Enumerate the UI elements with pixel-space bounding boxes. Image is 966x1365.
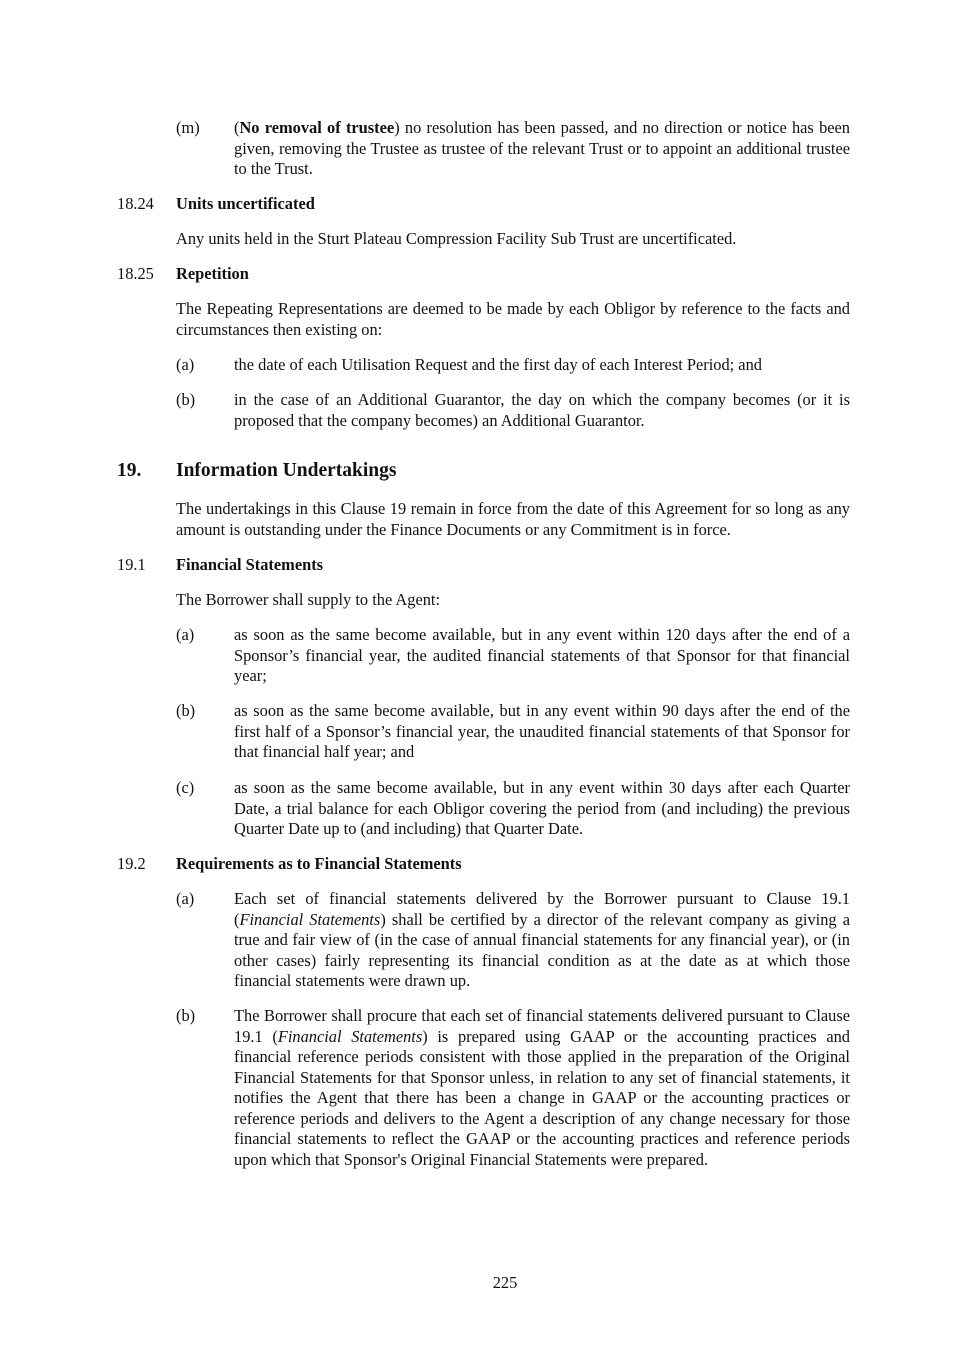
item-label: (m) xyxy=(176,118,200,137)
item-label: (a) xyxy=(176,889,195,908)
clause-heading: Repetition xyxy=(176,264,249,283)
page-number: 225 xyxy=(492,1273,518,1292)
clause-heading: Financial Statements xyxy=(176,555,324,574)
clause-number: 19.1 xyxy=(117,555,146,574)
item-text: the date of each Utilisation Request and the first day of each Interest Period; and xyxy=(234,355,762,374)
item-text: as soon as the same become available, but in any event within 30 days after each Quarter Date, a trial balance for each Obligor covering the period from (and including) the previous Quarter Date up to (and including) that Quarter Date. xyxy=(234,778,850,838)
item-text: (No removal of trustee) no resolution has been passed, and no direction or notice has been given, removing the Trustee as trustee of the relevant Trust or to appoint an additional trustee to the Trust. xyxy=(234,118,851,178)
item-text: The Borrower shall procure that each set of financial statements delivered pursuant to Clause 19.1 (Financial Statements) is prepared using GAAP or the accounting practices and financial reference periods consistent with those applied in the preparation of the Original Financial Statements for that Sponsor unless, in relation to any set of financial statements, it notifies the Agent that there has been a change in GAAP or the accounting practices or reference periods and delivers to the Agent a description of any change necessary for those financial statements to reflect the GAAP or the accounting practices and reference periods upon which that Sponsor's Original Financial Statements were prepared. xyxy=(234,1006,850,1169)
section-body: The undertakings in this Clause 19 remain in force from the date of this Agreement for so long as any amount is outstanding under the Finance Documents or any Commitment is in force. xyxy=(176,499,850,539)
clause-number: 18.24 xyxy=(117,194,154,213)
item-label: (b) xyxy=(176,390,196,409)
item-text: as soon as the same become available, but in any event within 90 days after the end of the first half of a Sponsor’s financial year, the unaudited financial statements of that Sponsor for that financial half year; and xyxy=(234,701,850,761)
clause-body: The Borrower shall supply to the Agent: xyxy=(176,590,441,609)
italic-reference: Financial Statements xyxy=(277,1026,423,1046)
clause-body: The Repeating Representations are deemed to be made by each Obligor by reference to the facts and circumstances then existing on: xyxy=(176,299,850,339)
clause-heading: Units uncertificated xyxy=(176,194,315,213)
item-label: (b) xyxy=(176,701,196,720)
item-label: (c) xyxy=(176,778,195,797)
item-text: in the case of an Additional Guarantor, the day on which the company becomes (or it is proposed that the company becomes) an Additional Guarantor. xyxy=(234,390,850,430)
section-heading: Information Undertakings xyxy=(176,460,397,481)
item-label: (a) xyxy=(176,625,195,644)
item-label: (b) xyxy=(176,1006,196,1025)
item-label: (a) xyxy=(176,355,195,374)
clause-heading: Requirements as to Financial Statements xyxy=(176,854,462,873)
item-text: Each set of financial statements delivered by the Borrower pursuant to Clause 19.1 (Financial Statements) shall be certified by a director of the relevant company as giving a true and fair view of (in the case of annual financial statements for any financial year), or (in other cases) fairly representing its financial condition as at the date as at which those financial statements were drawn up. xyxy=(234,889,850,990)
clause-body: Any units held in the Sturt Plateau Compression Facility Sub Trust are uncertificated. xyxy=(176,229,737,248)
clause-number: 19.2 xyxy=(117,854,146,873)
item-bold-title: No removal of trustee xyxy=(239,118,395,137)
italic-reference: Financial Statements xyxy=(239,909,381,929)
item-text: as soon as the same become available, but in any event within 120 days after the end of a Sponsor’s financial year, the audited financial statements of that Sponsor for that financial year; xyxy=(234,625,850,685)
section-number: 19. xyxy=(117,460,142,481)
clause-number: 18.25 xyxy=(117,264,154,283)
